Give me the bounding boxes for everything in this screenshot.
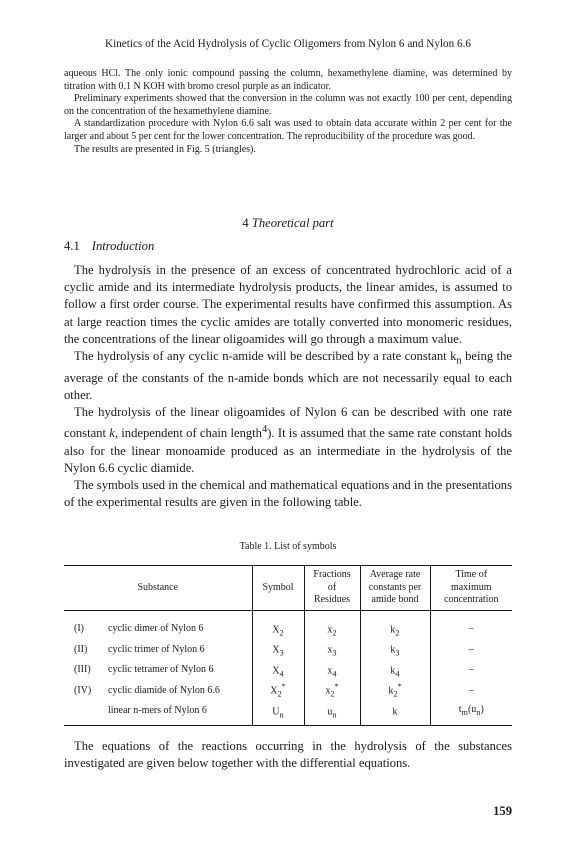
table-row: (III) cyclic tetramer of Nylon 6 $X_4$ $x_4$ $k_4$ – xyxy=(64,660,512,681)
table-row: (I) cyclic dimer of Nylon 6 $X_2$ $x_2$ $k_2$ – xyxy=(64,610,512,639)
paragraph: A standardization procedure with Nylon 6.6 salt was used to obtain data accurate within 2 per cent for the larger and about 5 per cent for the lower concentration. The reproducibility of the procedure was good. xyxy=(64,118,512,142)
paragraph: Preliminary experiments showed that the conversion in the column was not exactly 100 per cent, depending on the concentration of the hexamethylene diamine. xyxy=(64,93,512,117)
closing-text xyxy=(64,738,512,772)
paragraph: The results are presented in Fig. 5 (triangles). xyxy=(74,143,256,155)
paragraph: aqueous HCl. The only ionic compound passing the column, hexamethylene diamine, was determined by titration with 0.1 N KOH with bromo cresol purple as an indicator. xyxy=(64,68,512,92)
reference-marker: 4 xyxy=(261,424,268,436)
header-rate: Average rate constants per amide bond xyxy=(360,566,430,611)
section-number: 4 xyxy=(242,216,249,230)
paragraph: The equations of the reactions occurring in the hydrolysis of the substances investigated are given below together with the differential equations. xyxy=(64,739,512,771)
paragraph: The hydrolysis of any cyclic n-amide will be described by a rate constant $k_n$ being the average of the constants of the n-amide bonds which are not necessarily equal to each other. xyxy=(64,349,512,402)
table-header-row xyxy=(64,566,512,611)
experimental-notes xyxy=(64,68,512,156)
paragraph: The symbols used in the chemical and mathematical equations and in the presentations of the experimental results are given in the following table. xyxy=(64,478,512,510)
body-text xyxy=(64,262,512,512)
subsection-number: 4.1 xyxy=(64,239,80,253)
subsection-title: Introduction xyxy=(91,239,155,253)
table-caption: Table 1. List of symbols xyxy=(239,541,337,552)
paragraph: The hydrolysis in the presence of an excess of concentrated hydrochloric acid of a cyclic amide and its intermediate hydrolysis products, the linear amides, is assumed to follow a first order course. The experimental results have confirmed this assumption. As at large reaction times the cyclic amides are totally converted into monomeric residues, the concentrations of the linear oligoamides will go through a maximum value. xyxy=(64,263,512,346)
table-row: (II) cyclic trimer of Nylon 6 $X_3$ $x_3$ $k_3$ – xyxy=(64,639,512,660)
section-heading xyxy=(64,216,512,231)
header-substance: Substance xyxy=(64,566,252,611)
header-time: Time of maximum concentration xyxy=(430,566,512,611)
table-row: linear n-mers of Nylon 6 $U_n$ $u_n$ k $t_m(u_n)$ xyxy=(64,701,512,726)
page-number: 159 xyxy=(493,804,512,818)
section-title: Theoretical part xyxy=(251,216,334,230)
header-fractions: Fractions of Residues xyxy=(304,566,360,611)
subsection-heading xyxy=(64,239,154,254)
symbols-table xyxy=(64,565,512,726)
paragraph: The hydrolysis of the linear oligoamides of Nylon 6 can be described with one rate constant k, independent of chain length$^4$). It is assumed that the same rate constant holds also for the linear monoamide produced as an intermediate in the hydrolysis of the Nylon 6.6 cyclic diamide. xyxy=(64,405,512,475)
table-row: (IV) cyclic diamide of Nylon 6.6 $X_2^*$ $x_2^*$ $k_2^*$ – xyxy=(64,680,512,701)
running-head: Kinetics of the Acid Hydrolysis of Cyclic Oligomers from Nylon 6 and Nylon 6.6 xyxy=(104,38,472,50)
header-symbol: Symbol xyxy=(252,566,304,611)
